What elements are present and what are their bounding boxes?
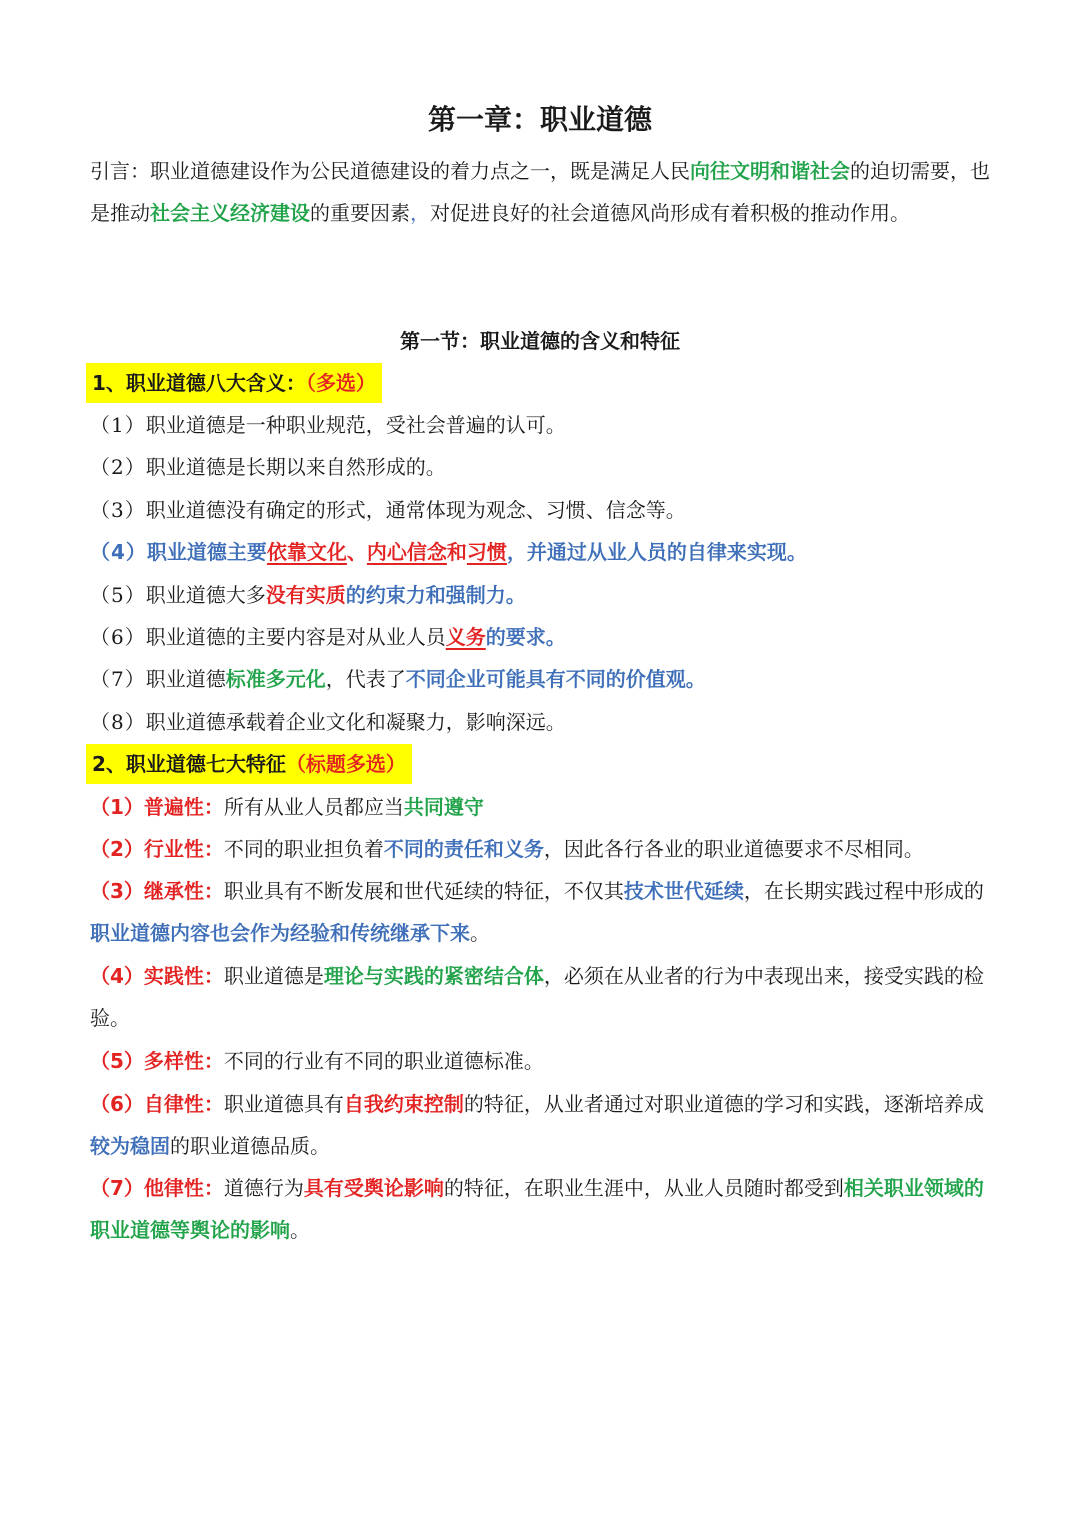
- item-text: 、: [346, 540, 367, 564]
- item-text: 职业道德是长期以来自然形成的。: [145, 455, 446, 479]
- intro-text: 引言：职业道德建设作为公民道德建设的着力点之一，既是满足人民: [90, 159, 690, 183]
- item-emphasis: 理论与实践的紧密结合体: [323, 964, 544, 988]
- heading-features-text: 2、职业道德七大特征: [92, 752, 286, 776]
- chapter-title: 第一章：职业道德: [427, 103, 652, 136]
- item-number: （5）: [90, 583, 146, 607]
- item-emphasis: 共同遵守: [403, 795, 484, 819]
- feature-item-1: [90, 786, 1003, 828]
- item-number: （7）: [90, 667, 146, 691]
- item-number: （4）: [90, 540, 147, 564]
- section-title: 第一节：职业道德的含义和特征: [400, 329, 680, 353]
- heading-features: [86, 744, 412, 784]
- item-number: （1）: [90, 413, 146, 437]
- item-text: 的约束力和强制力。: [345, 583, 526, 607]
- heading-meanings-text: 1、职业道德八大含义：: [92, 371, 306, 395]
- item-text: 职业道德的主要内容是对从业人员: [145, 625, 446, 649]
- intro-highlight-economy: 社会主义经济建设: [150, 201, 310, 225]
- item-text: 。: [470, 921, 490, 945]
- item-emphasis: 义务: [445, 625, 486, 649]
- item-text: 的要求。: [485, 625, 566, 649]
- meaning-item-6: [90, 616, 1003, 658]
- intro-comma: ，: [410, 201, 430, 225]
- item-text: 的职业道德品质。: [170, 1134, 330, 1158]
- item-emphasis: 内心信念: [366, 540, 447, 564]
- feature-item-4: [90, 955, 1003, 1039]
- item-text: ，代表了: [325, 667, 406, 691]
- item-text: ，必须在从业者的行为中表现出来，接受实践的检验。: [90, 964, 984, 1030]
- feature-label: （6）自律性：: [90, 1092, 224, 1116]
- intro-text: 的迫切需要，也是推动: [90, 159, 990, 225]
- item-emphasis: 标准多元化: [225, 667, 326, 691]
- feature-item-2: [90, 828, 1003, 870]
- intro-text: 的重要因素: [310, 201, 410, 225]
- item-number: （6）: [90, 625, 146, 649]
- item-text: 的特征，在职业生涯中，从业人员随时都受到: [443, 1176, 844, 1200]
- item-emphasis: 技术世代延续: [623, 879, 744, 903]
- intro-text: 对促进良好的社会道德风尚形成有着积极的推动作用。: [430, 201, 910, 225]
- item-emphasis: 相关职业领域的职业道德等舆论的影响: [90, 1176, 984, 1242]
- item-text: 职业道德大多: [145, 583, 266, 607]
- item-number: （8）: [90, 710, 146, 734]
- item-text: 职业道德没有确定的形式，通常体现为观念、习惯、信念等。: [145, 498, 686, 522]
- intro-highlight-society: 向往文明和谐社会: [690, 159, 850, 183]
- item-text: 的特征，从业者通过对职业道德的学习和实践，逐渐培养成: [463, 1092, 984, 1116]
- feature-label: （2）行业性：: [90, 837, 224, 861]
- item-text: 不同的行业有不同的职业道德标准。: [223, 1049, 544, 1073]
- feature-item-6: [90, 1083, 1003, 1167]
- item-emphasis: 具有受舆论影响: [303, 1176, 444, 1200]
- feature-item-5: [90, 1040, 1003, 1082]
- item-text: 所有从业人员都应当: [223, 795, 404, 819]
- item-emphasis: 自我约束控制: [343, 1092, 464, 1116]
- feature-label: （7）他律性：: [90, 1176, 224, 1200]
- meaning-item-8: [90, 701, 1003, 743]
- item-text: 职业道德是一种职业规范，受社会普遍的认可。: [145, 413, 566, 437]
- heading-meanings: [86, 363, 382, 403]
- heading-features-tag: （标题多选）: [285, 752, 406, 776]
- item-text: 和: [446, 540, 467, 564]
- item-number: （2）: [90, 455, 146, 479]
- item-emphasis: 不同企业可能具有不同的价值观。: [405, 667, 706, 691]
- item-emphasis: 职业道德内容也会作为经验和传统继承下来: [90, 921, 470, 945]
- item-text: 职业道德: [145, 667, 226, 691]
- meaning-item-4: [90, 531, 1003, 573]
- item-text: 。: [290, 1218, 310, 1242]
- item-text: 道德行为: [223, 1176, 304, 1200]
- item-emphasis: 没有实质: [265, 583, 346, 607]
- item-number: （3）: [90, 498, 146, 522]
- item-text: ，在长期实践过程中形成的: [743, 879, 984, 903]
- intro-paragraph: [90, 150, 1003, 234]
- item-emphasis: 较为稳固: [90, 1134, 170, 1158]
- meaning-item-5: [90, 574, 1003, 616]
- item-text: ，并通过从业人员的自律来实现。: [506, 540, 807, 564]
- item-text: 职业道德主要: [146, 540, 267, 564]
- item-text: 职业道德是: [223, 964, 324, 988]
- item-emphasis: 不同的责任和义务: [383, 837, 544, 861]
- item-text: 职业道德具有: [223, 1092, 344, 1116]
- feature-label: （5）多样性：: [90, 1049, 224, 1073]
- heading-meanings-tag: （多选）: [305, 371, 376, 395]
- meaning-item-1: [90, 404, 1003, 446]
- item-emphasis: 习惯: [466, 540, 507, 564]
- item-emphasis: 依靠文化: [266, 540, 347, 564]
- meaning-item-2: [90, 446, 1003, 488]
- meaning-item-3: [90, 489, 1003, 531]
- feature-label: （1）普遍性：: [90, 795, 224, 819]
- item-text: 职业道德承载着企业文化和凝聚力，影响深远。: [145, 710, 566, 734]
- feature-item-3: [90, 870, 1003, 954]
- item-text: ，因此各行各业的职业道德要求不尽相同。: [543, 837, 924, 861]
- item-text: 职业具有不断发展和世代延续的特征，不仅其: [223, 879, 624, 903]
- feature-label: （4）实践性：: [90, 964, 224, 988]
- item-text: 不同的职业担负着: [223, 837, 384, 861]
- meaning-item-7: [90, 658, 1003, 700]
- feature-item-7: [90, 1167, 1003, 1251]
- feature-label: （3）继承性：: [90, 879, 224, 903]
